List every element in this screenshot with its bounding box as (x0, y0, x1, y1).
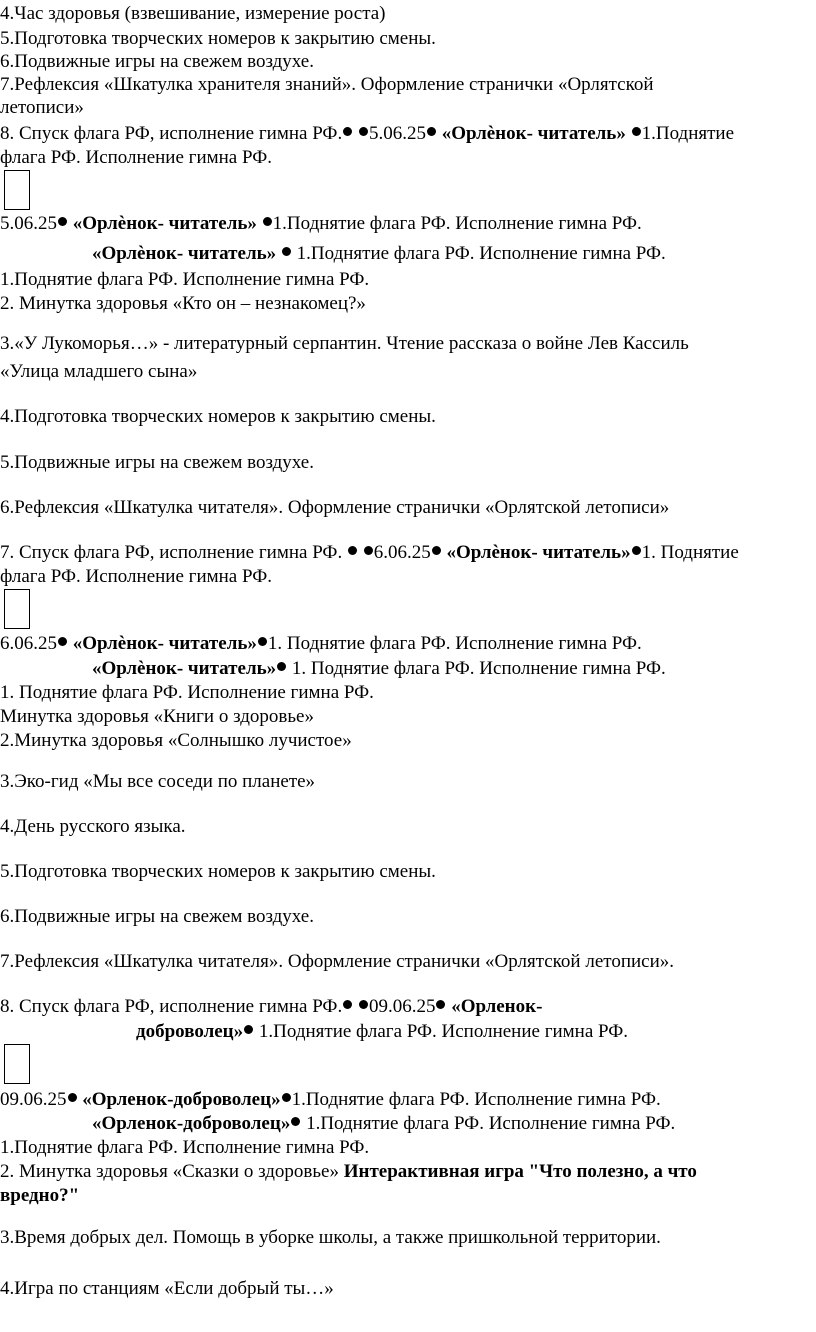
text-line (92, 657, 666, 681)
bullet-icon (632, 127, 641, 136)
bullet-icon (244, 1025, 253, 1034)
text-line (0, 770, 315, 794)
bullet-icon (58, 637, 67, 646)
text: 6.Рефлексия «Шкатулка читателя». Оформление странички «Орлятской летописи» (0, 497, 670, 518)
text-line (0, 451, 314, 475)
text: 8. Спуск флага РФ, исполнение гимна РФ. (0, 996, 343, 1017)
text: Минутка здоровья «Книги о здоровье» (0, 706, 314, 727)
text: флага РФ. Исполнение гимна РФ. (0, 566, 272, 587)
bullet-icon (258, 637, 267, 646)
text-line (0, 1184, 79, 1208)
text: 4.День русского языка. (0, 816, 186, 837)
text: 4.Игра по станциям «Если добрый ты…» (0, 1278, 334, 1299)
placeholder-box (4, 589, 30, 629)
text: 5.Подготовка творческих номеров к закрытию смены. (0, 861, 436, 882)
text: «Орлѐнок- читатель» (92, 243, 277, 264)
text-line (0, 360, 197, 384)
bullet-icon (58, 217, 67, 226)
text: 1. Поднятие флага РФ. Исполнение гимна РФ. (291, 658, 666, 679)
bullet-icon (277, 662, 286, 671)
bullet-icon (343, 1000, 352, 1009)
bullet-icon (427, 127, 436, 136)
text: 3.Время добрых дел. Помощь в уборке школы, а также пришкольной территории. (0, 1227, 661, 1248)
text-line (92, 1112, 675, 1136)
text: 1. Поднятие флага РФ. Исполнение гимна РФ. (0, 682, 374, 703)
text-line (0, 1226, 661, 1250)
bullet-icon (432, 546, 441, 555)
text: 8. Спуск флага РФ, исполнение гимна РФ. (0, 123, 343, 144)
text-line (0, 681, 374, 705)
bullet-icon (263, 217, 272, 226)
text: 09.06.25 (368, 996, 436, 1017)
text: «Улица младшего сына» (0, 361, 198, 382)
text: 7.Рефлексия «Шкатулка хранителя знаний». Оформление странички «Орлятской (0, 74, 654, 95)
text-line (0, 405, 436, 429)
text: 1.Поднятие (641, 123, 735, 144)
text-line (0, 541, 739, 565)
text: 1.Поднятие флага РФ. Исполнение гимна РФ. (296, 243, 666, 264)
text-line (0, 950, 674, 974)
text: 1.Поднятие флага РФ. Исполнение гимна РФ. (291, 1089, 661, 1110)
text-line (0, 496, 669, 520)
text: 3.Эко-гид «Мы все соседи по планете» (0, 771, 316, 792)
text-line (0, 565, 272, 589)
text-line (0, 905, 314, 929)
text: летописи» (0, 97, 84, 118)
bullet-icon (436, 1000, 445, 1009)
text: 2. Минутка здоровья «Кто он – незнакомец?» (0, 293, 366, 314)
text: вредно?" (0, 1185, 80, 1206)
text-line (0, 705, 314, 729)
text: 5.06.25 (0, 213, 57, 234)
text: 09.06.25 (0, 1089, 67, 1110)
text: 6.Подвижные игры на свежем воздухе. (0, 906, 314, 927)
text-line (0, 729, 352, 753)
text-line (92, 242, 666, 266)
text-line (0, 50, 314, 74)
text-line (0, 212, 642, 236)
text-line (136, 1020, 628, 1044)
text: «Орлѐнок- читатель» (441, 123, 626, 144)
text: 4.Час здоровья (взвешивание, измерение роста) (0, 3, 386, 24)
text-line (0, 815, 186, 839)
text: 1.Поднятие флага РФ. Исполнение гимна РФ. (306, 1113, 676, 1134)
placeholder-box (4, 170, 30, 210)
text: 7. Спуск флага РФ, исполнение гимна РФ. (0, 542, 343, 563)
text: «Орлѐнок- читатель» (92, 658, 277, 679)
text: 6.06.25 (373, 542, 431, 563)
text: «Орленок-доброволец» (92, 1113, 291, 1134)
text: 7.Рефлексия «Шкатулка читателя». Оформление странички «Орлятской летописи». (0, 951, 675, 972)
text-line (0, 1277, 334, 1301)
text-line (0, 1136, 369, 1160)
text-line (0, 292, 366, 316)
text: 3.«У Лукоморья…» - литературный серпантин. Чтение рассказа о войне Лев Кассиль (0, 333, 689, 354)
text: 4.Подготовка творческих номеров к закрытию смены. (0, 406, 436, 427)
text: доброволец» (136, 1021, 244, 1042)
text: 1.Поднятие флага РФ. Исполнение гимна РФ. (0, 1137, 370, 1158)
text-line (0, 73, 654, 97)
text: 2. Минутка здоровья «Сказки о здоровье» (0, 1161, 339, 1182)
placeholder-box (4, 1044, 30, 1084)
text-line (0, 1088, 661, 1112)
text: 1.Поднятие флага РФ. Исполнение гимна РФ. (272, 213, 642, 234)
bullet-icon (632, 546, 641, 555)
text: Интерактивная игра "Что полезно, а что (343, 1161, 697, 1182)
text: 6.Подвижные игры на свежем воздухе. (0, 51, 314, 72)
text-line (0, 995, 542, 1019)
text-line (0, 146, 272, 170)
text: «Орлѐнок- читатель» (72, 213, 257, 234)
bullet-icon (359, 1000, 368, 1009)
bullet-icon (68, 1093, 77, 1102)
text: 1. Поднятие флага РФ. Исполнение гимна РФ. (267, 633, 642, 654)
bullet-icon (348, 546, 357, 555)
text-line (0, 27, 436, 51)
text: «Орлѐнок- читатель» (72, 633, 257, 654)
text-line (0, 96, 84, 120)
text-line (0, 1160, 697, 1184)
text-line (0, 2, 386, 26)
text: 5.Подвижные игры на свежем воздухе. (0, 452, 314, 473)
text-line (0, 122, 734, 146)
bullet-icon (359, 127, 368, 136)
text: 6.06.25 (0, 633, 57, 654)
text: 1.Поднятие флага РФ. Исполнение гимна РФ. (0, 269, 370, 290)
text: «Орленок- (451, 996, 543, 1017)
text-line (0, 860, 436, 884)
bullet-icon (282, 1093, 291, 1102)
bullet-icon (343, 127, 352, 136)
text: 1. Поднятие (641, 542, 739, 563)
text: флага РФ. Исполнение гимна РФ. (0, 147, 272, 168)
text-line (0, 268, 369, 292)
text: 2.Минутка здоровья «Солнышко лучистое» (0, 730, 352, 751)
text: «Орленок-доброволец» (82, 1089, 281, 1110)
bullet-icon (364, 546, 373, 555)
bullet-icon (291, 1117, 300, 1126)
text: 5.06.25 (368, 123, 426, 144)
text: 5.Подготовка творческих номеров к закрытию смены. (0, 28, 436, 49)
text-line (0, 632, 642, 656)
text: 1.Поднятие флага РФ. Исполнение гимна РФ. (258, 1021, 629, 1042)
bullet-icon (282, 247, 291, 256)
text-line (0, 332, 689, 356)
text: «Орлѐнок- читатель» (446, 542, 631, 563)
